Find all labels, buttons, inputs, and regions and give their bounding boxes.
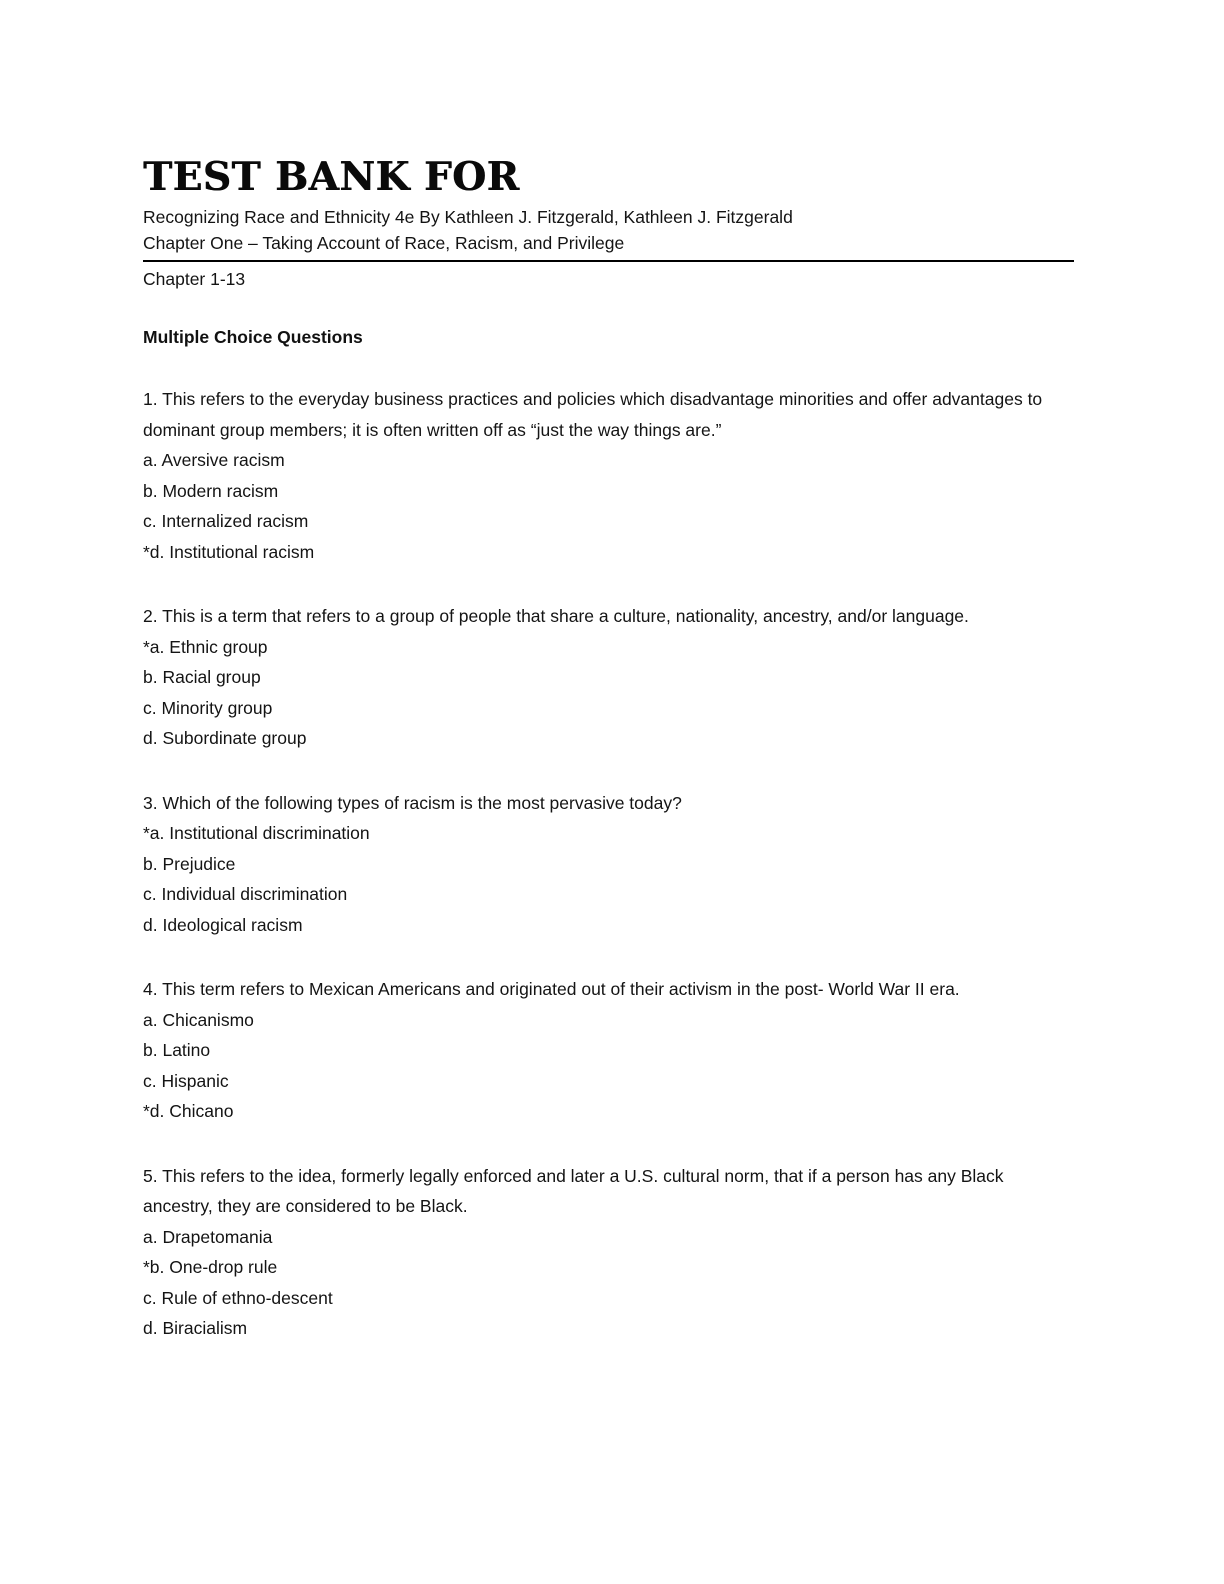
answer-option: *d. Chicano [143,1101,234,1121]
book-line: Recognizing Race and Ethnicity 4e By Kathleen J. Fitzgerald, Kathleen J. Fitzgerald [143,207,793,227]
answer-option: a. Chicanismo [143,1009,254,1030]
answer-option: b. Modern racism [143,480,279,501]
question-stem: 4. This term refers to Mexican Americans and originated out of their activism in the post- World War II era. [143,979,960,999]
answer-option: b. Latino [143,1040,211,1060]
answer-option: d. Subordinate group [143,728,307,748]
question-block [143,974,1074,1127]
answer-option: c. Minority group [143,697,273,718]
page-content [143,150,1074,1344]
question-block [143,1161,1074,1344]
document-title: TEST BANK FOR [143,154,520,200]
answer-option: d. Biracialism [143,1318,248,1338]
answer-option: c. Rule of ethno-descent [143,1287,333,1308]
answer-option: c. Internalized racism [143,511,309,531]
section-heading: Multiple Choice Questions [143,327,363,347]
answer-option: c. Hispanic [143,1070,229,1091]
chapter-range: Chapter 1-13 [143,269,246,289]
question-stem: 2. This is a term that refers to a group of people that share a culture, nationality, ancestry, and/or language. [143,606,969,626]
question-stem: 5. This refers to the idea, formerly legally enforced and later a U.S. cultural norm, that if a person has any Black ancestry, they are considered to be Black. [143,1165,1004,1216]
answer-option: c. Individual discrimination [143,884,348,904]
question-block [143,788,1074,941]
answer-option: d. Ideological racism [143,914,303,935]
question-stem: 1. This refers to the everyday business practices and policies which disadvantage minorities and offer advantages to dominant group members; it is often written off as “just the way things are.” [143,389,1043,440]
question-block [143,601,1074,754]
answer-option: *d. Institutional racism [143,541,315,562]
question-block [143,384,1074,567]
answer-option: b. Prejudice [143,853,236,874]
answer-option: a. Drapetomania [143,1226,273,1247]
answer-option: a. Aversive racism [143,450,285,470]
answer-option: *a. Institutional discrimination [143,823,370,843]
header-divider [143,260,1074,262]
answer-option: *a. Ethnic group [143,636,268,657]
answer-option: b. Racial group [143,667,261,687]
question-stem: 3. Which of the following types of racism is the most pervasive today? [143,792,682,813]
answer-option: *b. One-drop rule [143,1257,278,1277]
question-list [143,384,1074,1344]
chapter-line: Chapter One – Taking Account of Race, Racism, and Privilege [143,233,625,253]
